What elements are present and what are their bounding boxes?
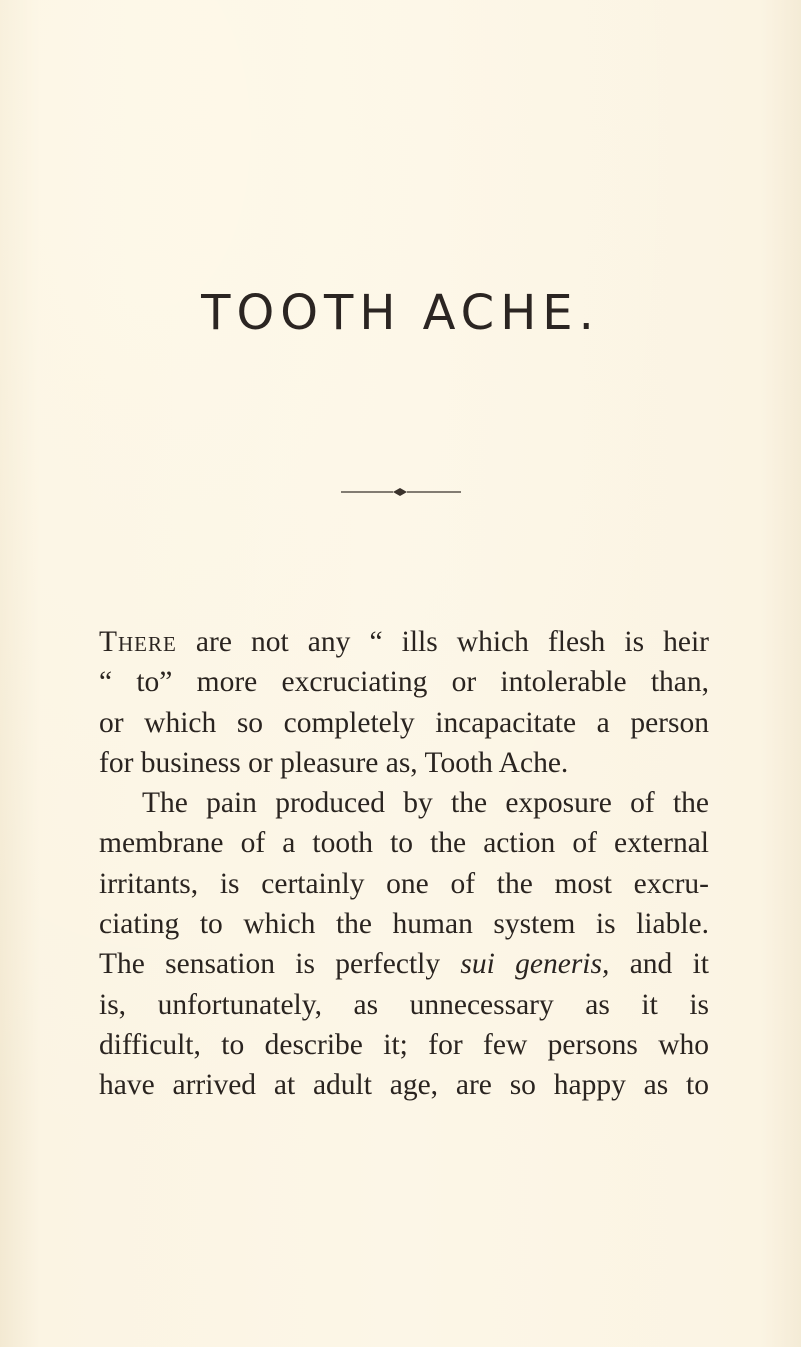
text-line <box>99 1065 709 1105</box>
body-text <box>99 622 709 1106</box>
text-line <box>99 823 709 863</box>
text-line <box>99 904 709 944</box>
text-line <box>99 743 709 783</box>
text-line <box>99 985 709 1025</box>
text-run: “ to” more excruciating or intolerable than, <box>99 666 709 699</box>
text-run: is, unfortunately, as unnecessary as it is <box>99 988 709 1021</box>
ornament-rule-diamond-icon <box>341 485 461 499</box>
text-run: membrane of a tooth to the action of external <box>99 827 709 860</box>
text-run: are not any “ ills which flesh is heir <box>176 626 709 658</box>
ornament-divider <box>0 484 801 498</box>
chapter-title: TOOTH ACHE. <box>201 285 600 341</box>
text-line <box>99 1025 709 1065</box>
text-run: The sensation is perfectly <box>99 948 461 981</box>
text-run: ciating to which the human system is liable. <box>99 908 709 941</box>
text-run: The pain produced by the exposure of the <box>142 787 709 820</box>
text-line <box>99 864 709 904</box>
text-line <box>99 662 709 702</box>
text-run: irritants, is certainly one of the most excru- <box>99 867 709 900</box>
text-line <box>99 622 709 662</box>
text-run: and it <box>609 948 709 981</box>
text-run: for business or pleasure as, Tooth Ache. <box>99 746 569 779</box>
text-run: have arrived at adult age, are so happy as to <box>99 1069 709 1102</box>
small-caps-word: There <box>99 626 177 658</box>
italic-phrase: sui generis, <box>460 948 610 981</box>
text-line <box>99 703 709 743</box>
text-run: difficult, to describe it; for few persons who <box>99 1028 709 1061</box>
text-line <box>99 944 709 984</box>
text-line <box>99 783 709 823</box>
text-run: or which so completely incapacitate a person <box>99 706 709 739</box>
